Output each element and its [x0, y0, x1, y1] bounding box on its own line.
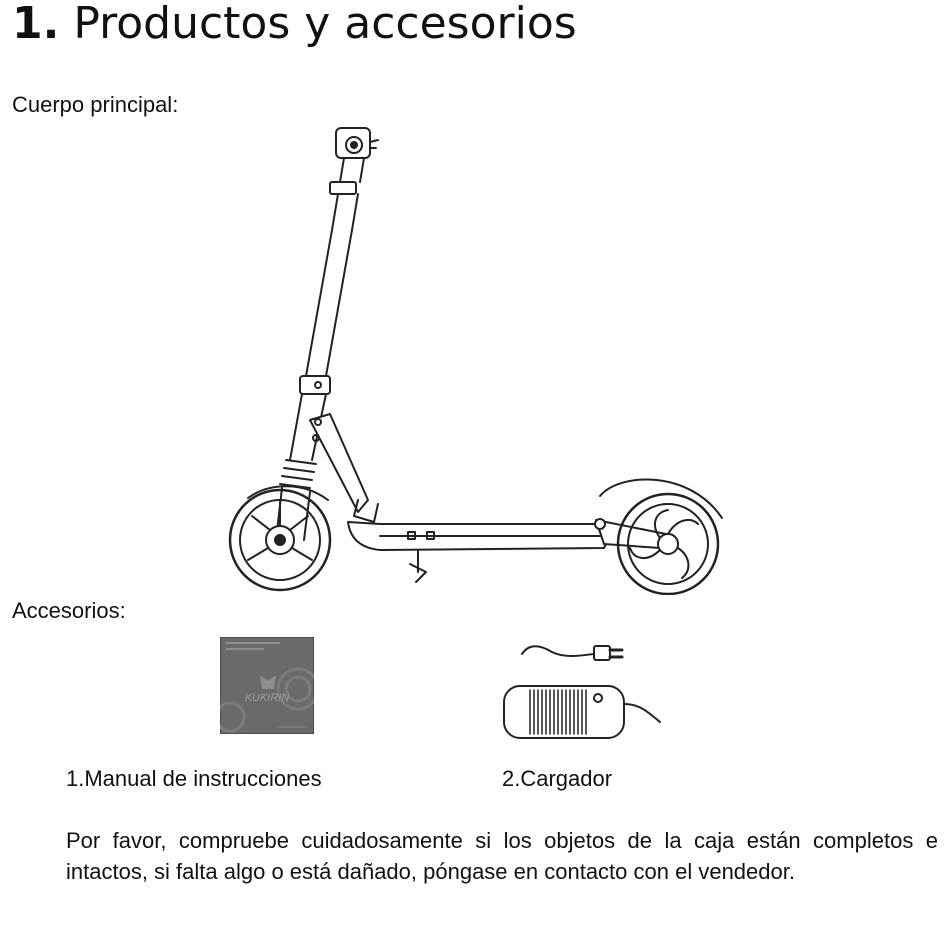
charger-icon: [500, 632, 670, 744]
main-body-label: Cuerpo principal:: [12, 92, 179, 117]
page-title: [12, 0, 577, 49]
scooter-icon: [220, 120, 740, 595]
notice-paragraph: Por favor, compruebe cuidadosamente si los objetos de la caja están completos e intactos, si falta algo o está dañado, póngase en contacto con el vendedor.: [66, 828, 938, 884]
manual-logo-text: KUKIRIN: [244, 692, 290, 704]
section-number: 1.: [12, 0, 60, 49]
charger-caption: 2.Cargador: [502, 766, 613, 791]
manual-icon: [220, 637, 314, 734]
accessories-label: Accesorios:: [12, 598, 126, 623]
section-title-text: Productos y accesorios: [73, 0, 577, 49]
manual-caption: 1.Manual de instrucciones: [66, 766, 322, 791]
